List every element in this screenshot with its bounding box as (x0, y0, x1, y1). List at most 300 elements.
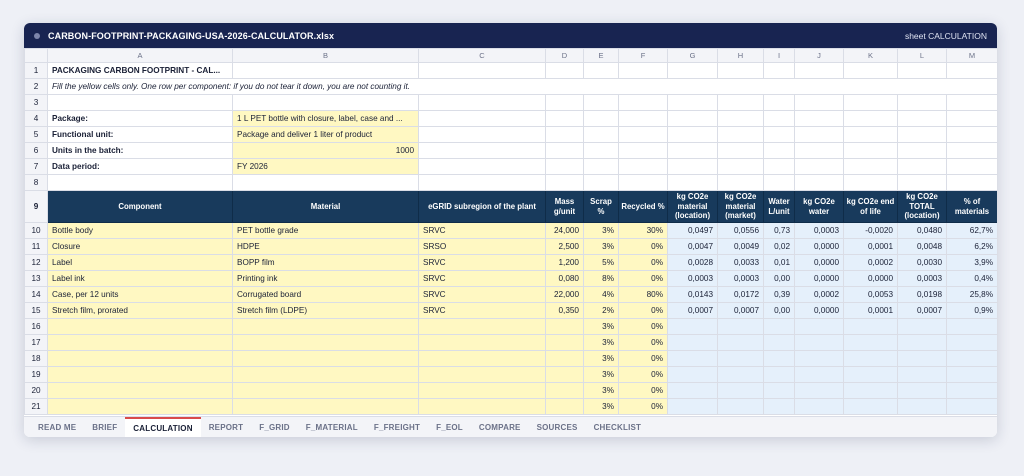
cell[interactable] (844, 159, 898, 175)
cell-co2-water[interactable] (795, 319, 844, 335)
cell-material[interactable] (233, 319, 419, 335)
cell-co2-water[interactable] (795, 383, 844, 399)
cell-co2-water[interactable]: 0,0003 (795, 223, 844, 239)
cell-co2-total[interactable] (898, 383, 947, 399)
cell[interactable] (584, 63, 619, 79)
cell-egrid[interactable]: SRVC (419, 223, 546, 239)
cell-co2-water[interactable] (795, 399, 844, 415)
row-number[interactable]: 19 (25, 367, 48, 383)
cell-water[interactable]: 0,02 (764, 239, 795, 255)
cell-co2-loc[interactable]: 0,0497 (668, 223, 718, 239)
cell-material[interactable] (233, 351, 419, 367)
cell-co2-total[interactable]: 0,0048 (898, 239, 947, 255)
cell-material[interactable]: BOPP film (233, 255, 419, 271)
cell-co2-eol[interactable] (844, 351, 898, 367)
cell-co2-eol[interactable] (844, 367, 898, 383)
cell[interactable] (584, 175, 619, 191)
cell[interactable] (619, 111, 668, 127)
row-number[interactable]: 3 (25, 95, 48, 111)
functional-unit-input[interactable]: Package and deliver 1 liter of product (233, 127, 419, 143)
cell[interactable] (419, 127, 546, 143)
cell[interactable] (419, 63, 546, 79)
cell-egrid[interactable]: SRVC (419, 271, 546, 287)
cell-water[interactable]: 0,01 (764, 255, 795, 271)
cell-co2-eol[interactable] (844, 319, 898, 335)
row-number[interactable]: 21 (25, 399, 48, 415)
cell[interactable] (668, 175, 718, 191)
cell[interactable] (546, 175, 584, 191)
cell-component[interactable] (48, 335, 233, 351)
header-co2-location[interactable]: kg CO2e material (location) (668, 191, 718, 223)
cell[interactable] (898, 63, 947, 79)
header-co2-total[interactable]: kg CO2e TOTAL (location) (898, 191, 947, 223)
cell-component[interactable] (48, 319, 233, 335)
column-header-j[interactable]: J (795, 49, 844, 63)
cell-co2-total[interactable]: 0,0030 (898, 255, 947, 271)
cell-material[interactable] (233, 367, 419, 383)
cell-egrid[interactable] (419, 383, 546, 399)
cell[interactable] (795, 127, 844, 143)
cell-co2-mkt[interactable]: 0,0556 (718, 223, 764, 239)
row-number[interactable]: 12 (25, 255, 48, 271)
cell-mass[interactable] (546, 399, 584, 415)
cell-co2-loc[interactable] (668, 335, 718, 351)
cell[interactable] (546, 111, 584, 127)
cell-pct[interactable] (947, 335, 998, 351)
units-batch-input[interactable]: 1000 (233, 143, 419, 159)
cell-scrap[interactable]: 5% (584, 255, 619, 271)
cell-water[interactable]: 0,00 (764, 303, 795, 319)
cell-co2-total[interactable] (898, 351, 947, 367)
row-number[interactable]: 1 (25, 63, 48, 79)
column-header-e[interactable]: E (584, 49, 619, 63)
cell[interactable] (947, 143, 998, 159)
cell-recycled[interactable]: 0% (619, 351, 668, 367)
cell-recycled[interactable]: 0% (619, 335, 668, 351)
cell[interactable] (795, 143, 844, 159)
column-header-i[interactable]: I (764, 49, 795, 63)
row-number[interactable]: 4 (25, 111, 48, 127)
cell-co2-mkt[interactable]: 0,0049 (718, 239, 764, 255)
cell[interactable] (584, 143, 619, 159)
cell-co2-water[interactable]: 0,0000 (795, 255, 844, 271)
tab-f-material[interactable]: F_MATERIAL (305, 422, 358, 432)
row-number[interactable]: 11 (25, 239, 48, 255)
cell-egrid[interactable] (419, 319, 546, 335)
tab-sources[interactable]: SOURCES (536, 422, 578, 432)
cell[interactable] (419, 175, 546, 191)
cell-co2-total[interactable] (898, 319, 947, 335)
cell-mass[interactable]: 0,080 (546, 271, 584, 287)
cell-co2-water[interactable]: 0,0000 (795, 239, 844, 255)
row-number[interactable]: 9 (25, 191, 48, 223)
cell-recycled[interactable]: 0% (619, 255, 668, 271)
row-number[interactable]: 20 (25, 383, 48, 399)
cell[interactable] (546, 143, 584, 159)
cell[interactable] (419, 111, 546, 127)
cell[interactable] (584, 111, 619, 127)
row-number[interactable]: 13 (25, 271, 48, 287)
cell-co2-total[interactable]: 0,0003 (898, 271, 947, 287)
header-component[interactable]: Component (48, 191, 233, 223)
cell-mass[interactable]: 24,000 (546, 223, 584, 239)
cell-recycled[interactable]: 0% (619, 271, 668, 287)
column-header-m[interactable]: M (947, 49, 998, 63)
tab-f-eol[interactable]: F_EOL (436, 422, 463, 432)
cell-recycled[interactable]: 0% (619, 383, 668, 399)
cell[interactable] (898, 175, 947, 191)
cell[interactable] (764, 63, 795, 79)
column-header-b[interactable]: B (233, 49, 419, 63)
cell[interactable] (668, 63, 718, 79)
column-header-f[interactable]: F (619, 49, 668, 63)
cell-water[interactable]: 0,00 (764, 271, 795, 287)
header-material[interactable]: Material (233, 191, 419, 223)
cell-co2-loc[interactable] (668, 319, 718, 335)
cell-egrid[interactable]: SRVC (419, 287, 546, 303)
cell-co2-mkt[interactable] (718, 367, 764, 383)
cell-co2-mkt[interactable]: 0,0003 (718, 271, 764, 287)
cell[interactable] (546, 63, 584, 79)
cell-co2-mkt[interactable]: 0,0172 (718, 287, 764, 303)
cell-scrap[interactable]: 3% (584, 351, 619, 367)
cell-water[interactable] (764, 319, 795, 335)
cell-co2-loc[interactable] (668, 351, 718, 367)
cell-egrid[interactable] (419, 351, 546, 367)
cell-scrap[interactable]: 2% (584, 303, 619, 319)
cell-pct[interactable] (947, 351, 998, 367)
header-co2-market[interactable]: kg CO2e material (market) (718, 191, 764, 223)
cell-scrap[interactable]: 3% (584, 319, 619, 335)
cell-co2-mkt[interactable] (718, 319, 764, 335)
cell[interactable] (947, 63, 998, 79)
tab-report[interactable]: REPORT (208, 422, 244, 432)
row-number[interactable]: 7 (25, 159, 48, 175)
cell-pct[interactable]: 3,9% (947, 255, 998, 271)
cell[interactable] (668, 127, 718, 143)
cell-material[interactable] (233, 399, 419, 415)
cell-recycled[interactable]: 0% (619, 367, 668, 383)
cell[interactable] (546, 159, 584, 175)
cell[interactable] (947, 95, 998, 111)
cell[interactable] (764, 95, 795, 111)
cell-co2-eol[interactable] (844, 383, 898, 399)
header-water[interactable]: Water L/unit (764, 191, 795, 223)
cell-recycled[interactable]: 0% (619, 303, 668, 319)
column-header-c[interactable]: C (419, 49, 546, 63)
cell-egrid[interactable]: SRSO (419, 239, 546, 255)
cell-co2-total[interactable]: 0,0007 (898, 303, 947, 319)
cell-co2-loc[interactable]: 0,0028 (668, 255, 718, 271)
cell[interactable] (48, 95, 233, 111)
cell-mass[interactable] (546, 335, 584, 351)
cell-egrid[interactable] (419, 335, 546, 351)
cell-recycled[interactable]: 0% (619, 399, 668, 415)
cell-pct[interactable]: 0,9% (947, 303, 998, 319)
cell-co2-eol[interactable]: 0,0001 (844, 239, 898, 255)
cell[interactable] (233, 63, 419, 79)
cell-co2-loc[interactable]: 0,0003 (668, 271, 718, 287)
tab-brief[interactable]: BRIEF (92, 422, 118, 432)
cell-co2-total[interactable] (898, 399, 947, 415)
cell[interactable] (233, 95, 419, 111)
cell-co2-loc[interactable] (668, 399, 718, 415)
cell[interactable] (718, 143, 764, 159)
cell-co2-mkt[interactable]: 0,0033 (718, 255, 764, 271)
cell[interactable] (419, 95, 546, 111)
row-number[interactable]: 17 (25, 335, 48, 351)
cell-co2-water[interactable] (795, 351, 844, 367)
cell[interactable] (718, 63, 764, 79)
row-number[interactable]: 5 (25, 127, 48, 143)
cell-co2-eol[interactable]: 0,0053 (844, 287, 898, 303)
cell[interactable] (668, 159, 718, 175)
column-header-h[interactable]: H (718, 49, 764, 63)
row-number[interactable]: 16 (25, 319, 48, 335)
cell-scrap[interactable]: 3% (584, 367, 619, 383)
cell[interactable] (844, 175, 898, 191)
cell-water[interactable]: 0,39 (764, 287, 795, 303)
cell[interactable] (844, 143, 898, 159)
row-number[interactable]: 2 (25, 79, 48, 95)
cell[interactable] (718, 127, 764, 143)
cell[interactable] (584, 159, 619, 175)
package-input[interactable]: 1 L PET bottle with closure, label, case and ... (233, 111, 419, 127)
cell[interactable] (844, 111, 898, 127)
cell-co2-loc[interactable] (668, 383, 718, 399)
cell-co2-water[interactable]: 0,0000 (795, 303, 844, 319)
row-number[interactable]: 8 (25, 175, 48, 191)
cell[interactable] (764, 127, 795, 143)
cell[interactable] (619, 63, 668, 79)
cell-pct[interactable]: 25,8% (947, 287, 998, 303)
cell-material[interactable] (233, 383, 419, 399)
cell-co2-water[interactable]: 0,0002 (795, 287, 844, 303)
cell[interactable] (764, 175, 795, 191)
cell[interactable] (619, 159, 668, 175)
cell-co2-eol[interactable]: 0,0001 (844, 303, 898, 319)
cell-egrid[interactable] (419, 399, 546, 415)
cell[interactable] (718, 95, 764, 111)
cell[interactable] (419, 143, 546, 159)
tab-f-grid[interactable]: F_GRID (259, 422, 290, 432)
cell-material[interactable]: Printing ink (233, 271, 419, 287)
cell-water[interactable] (764, 383, 795, 399)
cell-co2-mkt[interactable] (718, 335, 764, 351)
cell[interactable] (718, 111, 764, 127)
cell-mass[interactable]: 22,000 (546, 287, 584, 303)
cell[interactable] (546, 95, 584, 111)
cell-component[interactable]: Case, per 12 units (48, 287, 233, 303)
cell-co2-loc[interactable]: 0,0047 (668, 239, 718, 255)
cell-component[interactable]: Closure (48, 239, 233, 255)
cell-recycled[interactable]: 0% (619, 239, 668, 255)
cell-water[interactable] (764, 399, 795, 415)
cell[interactable] (795, 175, 844, 191)
cell[interactable] (844, 95, 898, 111)
cell[interactable] (898, 95, 947, 111)
cell[interactable] (898, 159, 947, 175)
row-number[interactable]: 15 (25, 303, 48, 319)
cell-material[interactable]: PET bottle grade (233, 223, 419, 239)
tab-checklist[interactable]: CHECKLIST (593, 422, 642, 432)
data-period-input[interactable]: FY 2026 (233, 159, 419, 175)
column-header-d[interactable]: D (546, 49, 584, 63)
cell-co2-loc[interactable]: 0,0007 (668, 303, 718, 319)
cell-recycled[interactable]: 0% (619, 319, 668, 335)
tab-read-me[interactable]: READ ME (38, 422, 77, 432)
header-co2-water[interactable]: kg CO2e water (795, 191, 844, 223)
cell-mass[interactable] (546, 367, 584, 383)
cell-pct[interactable] (947, 383, 998, 399)
cell-mass[interactable] (546, 351, 584, 367)
cell[interactable] (764, 143, 795, 159)
cell[interactable] (795, 63, 844, 79)
cell[interactable] (668, 95, 718, 111)
cell-egrid[interactable]: SRVC (419, 303, 546, 319)
row-number[interactable]: 10 (25, 223, 48, 239)
cell-water[interactable] (764, 367, 795, 383)
cell-component[interactable] (48, 399, 233, 415)
cell-pct[interactable]: 62,7% (947, 223, 998, 239)
column-header-k[interactable]: K (844, 49, 898, 63)
cell-scrap[interactable]: 3% (584, 335, 619, 351)
tab-compare[interactable]: COMPARE (478, 422, 521, 432)
tab-f-freight[interactable]: F_FREIGHT (373, 422, 421, 432)
cell[interactable] (668, 143, 718, 159)
header-recycled[interactable]: Recycled % (619, 191, 668, 223)
cell[interactable] (718, 159, 764, 175)
cell-co2-total[interactable] (898, 335, 947, 351)
tab-calculation[interactable]: CALCULATION (125, 417, 200, 437)
header-co2-eol[interactable]: kg CO2e end of life (844, 191, 898, 223)
header-egrid[interactable]: eGRID subregion of the plant (419, 191, 546, 223)
row-number[interactable]: 6 (25, 143, 48, 159)
cell[interactable] (844, 127, 898, 143)
column-header-a[interactable]: A (48, 49, 233, 63)
cell-mass[interactable]: 1,200 (546, 255, 584, 271)
cell[interactable] (795, 95, 844, 111)
cell-recycled[interactable]: 80% (619, 287, 668, 303)
cell-egrid[interactable] (419, 367, 546, 383)
sheet-title-cell[interactable]: PACKAGING CARBON FOOTPRINT - CAL... (48, 63, 233, 79)
cell[interactable] (718, 175, 764, 191)
cell-co2-mkt[interactable] (718, 399, 764, 415)
row-number[interactable]: 14 (25, 287, 48, 303)
cell[interactable] (795, 111, 844, 127)
cell[interactable] (764, 111, 795, 127)
cell-pct[interactable] (947, 399, 998, 415)
cell-co2-eol[interactable]: 0,0002 (844, 255, 898, 271)
cell-co2-total[interactable]: 0,0480 (898, 223, 947, 239)
header-pct-materials[interactable]: % of materials (947, 191, 998, 223)
cell[interactable] (795, 159, 844, 175)
cell[interactable] (668, 111, 718, 127)
cell-component[interactable]: Bottle body (48, 223, 233, 239)
cell-component[interactable] (48, 351, 233, 367)
cell[interactable] (619, 127, 668, 143)
cell[interactable] (584, 127, 619, 143)
cell-co2-eol[interactable] (844, 335, 898, 351)
cell[interactable] (619, 143, 668, 159)
cell-mass[interactable] (546, 383, 584, 399)
cell[interactable] (844, 63, 898, 79)
cell-pct[interactable]: 0,4% (947, 271, 998, 287)
cell-component[interactable]: Stretch film, prorated (48, 303, 233, 319)
cell-scrap[interactable]: 3% (584, 239, 619, 255)
header-mass[interactable]: Mass g/unit (546, 191, 584, 223)
column-header-l[interactable]: L (898, 49, 947, 63)
cell[interactable] (233, 175, 419, 191)
cell-pct[interactable]: 6,2% (947, 239, 998, 255)
cell[interactable] (947, 127, 998, 143)
cell-recycled[interactable]: 30% (619, 223, 668, 239)
cell[interactable] (419, 159, 546, 175)
cell[interactable] (764, 159, 795, 175)
cell-material[interactable] (233, 335, 419, 351)
instruction-note-cell[interactable]: Fill the yellow cells only. One row per component: if you do not tear it down, you are not counting it. (48, 79, 998, 95)
select-all-corner[interactable] (25, 49, 48, 63)
cell[interactable] (898, 111, 947, 127)
cell-component[interactable] (48, 383, 233, 399)
cell-scrap[interactable]: 4% (584, 287, 619, 303)
cell[interactable] (584, 95, 619, 111)
cell-co2-water[interactable] (795, 335, 844, 351)
cell-component[interactable]: Label (48, 255, 233, 271)
cell[interactable] (947, 159, 998, 175)
cell-co2-eol[interactable] (844, 399, 898, 415)
cell-water[interactable] (764, 335, 795, 351)
cell-scrap[interactable]: 3% (584, 399, 619, 415)
cell-scrap[interactable]: 3% (584, 223, 619, 239)
cell-co2-mkt[interactable] (718, 383, 764, 399)
cell-co2-eol[interactable]: -0,0020 (844, 223, 898, 239)
cell-co2-total[interactable] (898, 367, 947, 383)
cell[interactable] (947, 111, 998, 127)
cell[interactable] (947, 175, 998, 191)
cell-mass[interactable]: 2,500 (546, 239, 584, 255)
cell-water[interactable] (764, 351, 795, 367)
header-scrap[interactable]: Scrap % (584, 191, 619, 223)
cell-pct[interactable] (947, 319, 998, 335)
cell[interactable] (619, 95, 668, 111)
cell-mass[interactable] (546, 319, 584, 335)
cell-scrap[interactable]: 3% (584, 383, 619, 399)
cell-co2-mkt[interactable]: 0,0007 (718, 303, 764, 319)
cell-material[interactable]: HDPE (233, 239, 419, 255)
cell[interactable] (898, 127, 947, 143)
cell-co2-eol[interactable]: 0,0000 (844, 271, 898, 287)
cell[interactable] (898, 143, 947, 159)
cell-co2-loc[interactable] (668, 367, 718, 383)
cell-component[interactable] (48, 367, 233, 383)
cell-co2-water[interactable]: 0,0000 (795, 271, 844, 287)
cell-scrap[interactable]: 8% (584, 271, 619, 287)
cell[interactable] (48, 175, 233, 191)
cell-co2-loc[interactable]: 0,0143 (668, 287, 718, 303)
row-number[interactable]: 18 (25, 351, 48, 367)
cell-mass[interactable]: 0,350 (546, 303, 584, 319)
cell[interactable] (619, 175, 668, 191)
cell-co2-water[interactable] (795, 367, 844, 383)
cell-egrid[interactable]: SRVC (419, 255, 546, 271)
cell-component[interactable]: Label ink (48, 271, 233, 287)
cell-water[interactable]: 0,73 (764, 223, 795, 239)
column-header-g[interactable]: G (668, 49, 718, 63)
cell[interactable] (546, 127, 584, 143)
cell-material[interactable]: Stretch film (LDPE) (233, 303, 419, 319)
cell-co2-total[interactable]: 0,0198 (898, 287, 947, 303)
